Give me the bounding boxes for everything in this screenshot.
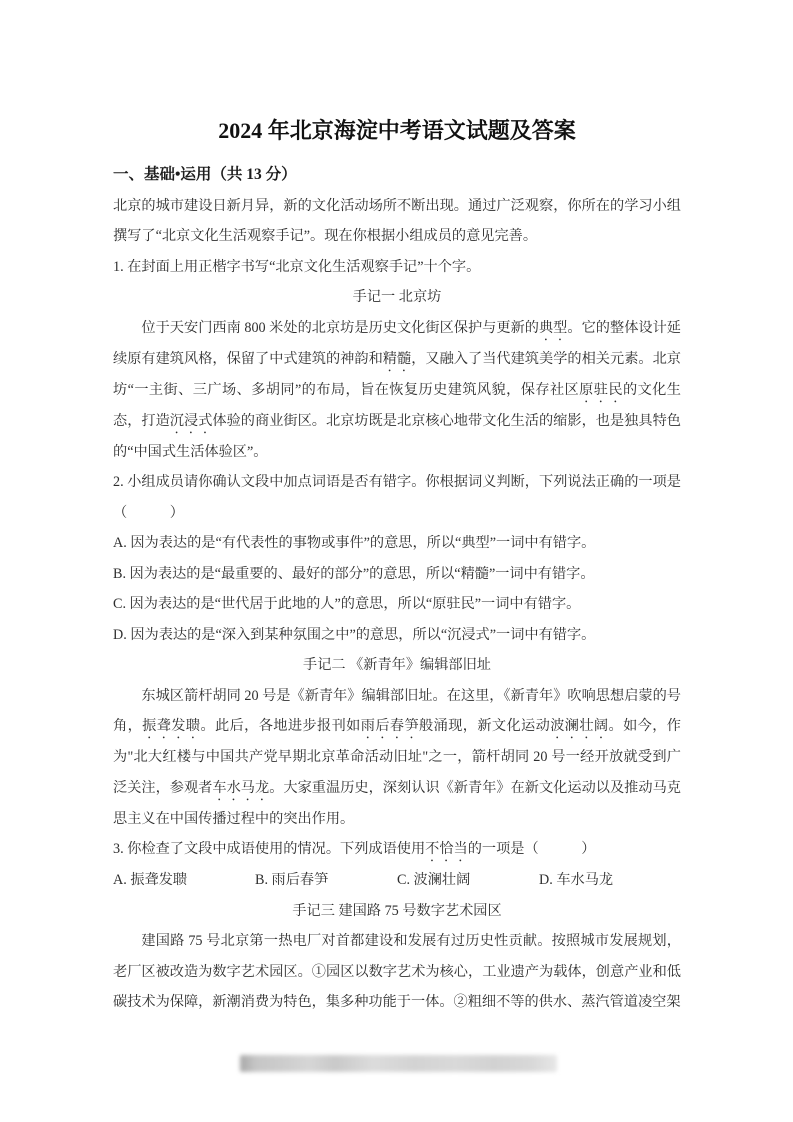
q3-option-a: A. 振聋发聩 xyxy=(113,872,188,888)
emphasized-term: 不恰当 xyxy=(425,841,468,857)
q3-options xyxy=(113,865,681,896)
text-segment: 的文化生态，打造 xyxy=(113,381,681,429)
watermark-blur xyxy=(240,1055,557,1072)
text-segment: 。此后，各地进步报刊如 xyxy=(200,718,361,734)
page-title: 2024 年北京海淀中考语文试题及答案 xyxy=(218,118,576,143)
note2-paragraph xyxy=(113,681,681,835)
text-segment: 。大家重温历史，深刻认识《新青年》在新文化运动以及推动马克思主义在中国传播过程中的突出作用。 xyxy=(113,779,681,827)
intro-paragraph: 北京的城市建设日新月异，新的文化活动场所不断出现。通过广泛观察，你所在的学习小组撰写了“北京文化生活观察手记”。现在你根据小组成员的意见完善。 xyxy=(113,197,681,244)
emphasized-term: 车水马龙 xyxy=(212,779,270,796)
emphasized-term: 振聋发聩 xyxy=(142,718,201,734)
q2-option-a: A. 因为表达的是“有代表性的事物或事件”的意思，所以“典型”一词中有错字。 xyxy=(113,535,596,551)
note1-paragraph xyxy=(113,313,681,468)
emphasized-term: 沉浸式 xyxy=(169,412,213,429)
text-segment: ，又融入了当代建筑美学的相关元素。北京坊“一主街、三广场、多胡同”的布局，旨在恢复历史建筑风貌，保存社区 xyxy=(113,350,681,398)
q2-option-d: D. 因为表达的是“深入到某种氛围之中”的意思，所以“沉浸式”一词中有错字。 xyxy=(113,626,596,643)
emphasized-term: 雨后春笋 xyxy=(360,718,420,734)
note3-paragraph: 建国路 75 号北京第一热电厂对首都建设和发展有过历史性贡献。按照城市发展规划，老厂区被改造为数字艺术园区。①园区以数字艺术为核心，工业遗产为载体，创意产业和低碳技术为保障，新潮消费为特色，集多种功能于一体。②粗细不等的供水、蒸汽管道凌空架 xyxy=(113,933,681,1010)
text-segment: 3. 你检查了文段中成语使用的情况。下列成语使用 xyxy=(113,841,426,857)
note1-heading: 手记一 北京坊 xyxy=(352,289,442,305)
text-segment: 东城区箭杆胡同 20 号是《新青年》编辑部旧址。在这里，《新青年》吹响思想启蒙的号角， xyxy=(113,687,681,734)
emphasized-term: 原驻民 xyxy=(579,381,623,398)
text-segment: 般涌现，新文化运动 xyxy=(419,718,551,734)
section-heading: 一、基础•运用（共 13 分） xyxy=(113,166,297,183)
question-2: 2. 小组成员请你确认文段中加点词语是否有错字。你根据词义判断，下列说法正确的一项是（ ） xyxy=(113,474,681,521)
text-segment: 位于天安门西南 800 米处的北京坊是历史文化街区保护与更新的 xyxy=(141,319,539,336)
text-segment: 的一项是（ ） xyxy=(467,841,596,857)
emphasized-term: 精髓 xyxy=(382,350,412,367)
q2-options xyxy=(113,528,681,650)
emphasized-term: 波澜壮阔 xyxy=(550,718,609,734)
emphasized-term: 典型 xyxy=(538,319,568,336)
q3-option-c: C. 波澜壮阔 xyxy=(397,872,471,888)
q3-option-b: B. 雨后春笋 xyxy=(255,872,329,888)
question-3 xyxy=(113,834,681,865)
text-segment: 。如今，作为"北大红楼与中国共产党早期北京革命活动旧址"之一，箭杆胡同 20 号一经开放就受到广泛关注，参观者 xyxy=(113,718,681,796)
q2-option-c: C. 因为表达的是“世代居于此地的人”的意思，所以“原驻民”一词中有错字。 xyxy=(113,596,581,612)
text-segment: 体验的商业街区。北京坊既是北京核心地带文化生活的缩影，也是独具特色的“中国式生活体验区”。 xyxy=(113,412,681,460)
text-segment: 。它的整体设计延续原有建筑风格，保留了中式建筑的神韵和 xyxy=(113,319,681,367)
note3-heading: 手记三 建国路 75 号数字艺术园区 xyxy=(292,902,502,919)
q2-option-b: B. 因为表达的是“最重要的、最好的部分”的意思，所以“精髓”一词中有错字。 xyxy=(113,565,595,582)
q3-option-d: D. 车水马龙 xyxy=(539,872,614,888)
question-1: 1. 在封面上用正楷字书写“北京文化生活观察手记”十个字。 xyxy=(113,258,481,275)
note2-heading: 手记二 《新青年》编辑部旧址 xyxy=(303,657,491,673)
